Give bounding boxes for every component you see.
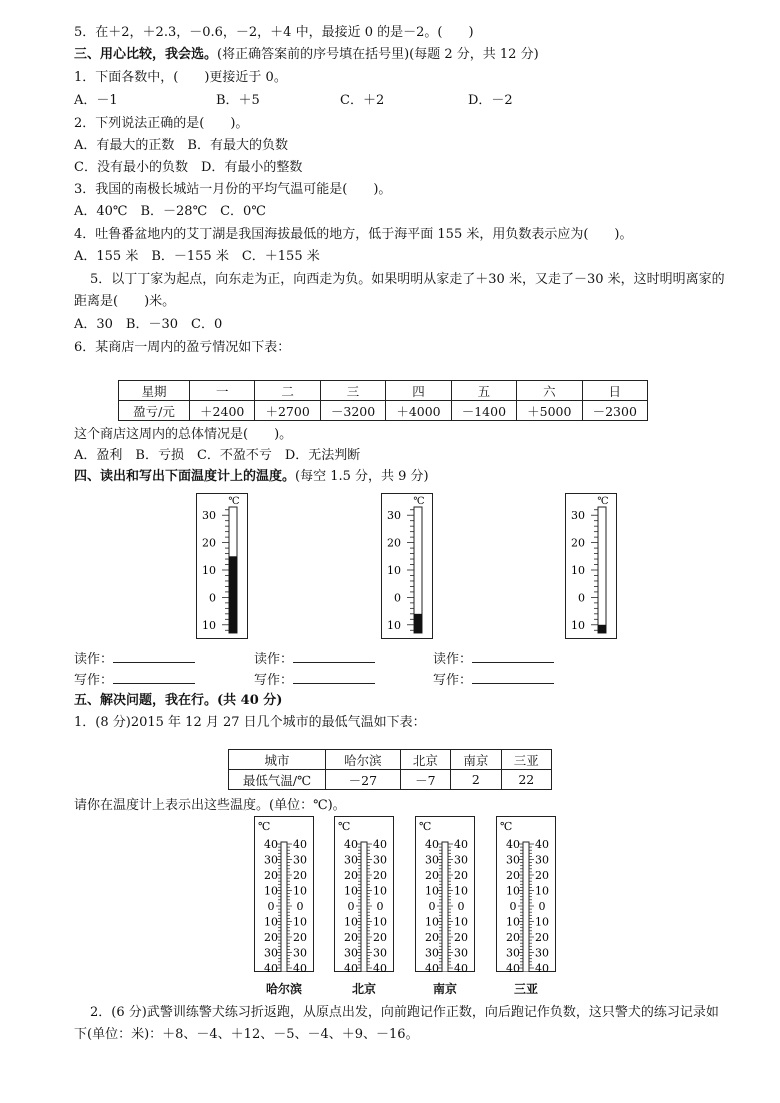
write-label: 写作： — [433, 673, 473, 688]
question-6-followup: 这个商店这周内的总体情况是( )。 — [74, 427, 293, 442]
tick-label: 10 — [454, 915, 468, 929]
thermometer-tube — [361, 842, 367, 972]
thermometer-tube — [523, 842, 529, 972]
question-6-options: A．盈利 B．亏损 C．不盈不亏 D．无法判断 — [74, 448, 361, 463]
tick-label: 30 — [425, 946, 439, 960]
tick-label: 10 — [535, 915, 549, 929]
write-label: 写作： — [254, 673, 294, 688]
tick-label: 0 — [394, 591, 401, 605]
option-c: C．＋2 — [340, 93, 385, 108]
tick-label: 0 — [538, 900, 546, 913]
tick-label: 40 — [264, 962, 278, 972]
table-cell: 二 — [255, 381, 320, 401]
tick-label: 20 — [454, 931, 468, 944]
city-thermometer-1[interactable] — [254, 816, 314, 972]
question-4: 4．吐鲁番盆地内的艾丁湖是我国海拔最低的地方，低于海平面 155 米，用负数表示应为( )。 — [74, 227, 633, 242]
tick-label: 10 — [344, 915, 358, 929]
thermometer-tube — [598, 507, 606, 633]
table-cell: 六 — [517, 381, 582, 401]
tick-label: 10 — [344, 884, 358, 898]
tick-label: 20 — [425, 931, 439, 944]
profit-table-row — [119, 401, 648, 421]
table-cell: 三亚 — [501, 750, 551, 770]
read-label: 读作： — [74, 652, 114, 667]
tick-label: 30 — [344, 853, 358, 867]
tick-label: 10 — [506, 884, 520, 898]
unit-label: ℃ — [338, 820, 351, 833]
write-row-3 — [433, 671, 554, 690]
tick-label: 40 — [344, 838, 358, 851]
unit-label: ℃ — [500, 820, 513, 833]
answer-blank[interactable] — [472, 650, 554, 663]
tick-label: 30 — [387, 509, 401, 523]
tick-label: 20 — [264, 869, 278, 882]
read-row-2 — [254, 650, 375, 669]
section4-note: (每空 1.5 分，共 9 分) — [295, 469, 429, 484]
tick-label: 30 — [454, 853, 468, 867]
option-a: A．－1 — [74, 93, 118, 108]
tick-label: 0 — [428, 900, 436, 913]
unit-label: ℃ — [597, 496, 609, 507]
table-cell: ＋5000 — [517, 401, 582, 421]
tick-label: 40 — [344, 962, 358, 972]
tick-label: 30 — [506, 946, 520, 960]
tick-label: 30 — [425, 853, 439, 867]
tick-label: 10 — [571, 618, 585, 632]
tick-label: 30 — [373, 946, 387, 960]
thermometer-3 — [565, 493, 617, 639]
question-2-options-cd: C．没有最小的负数 D．有最小的整数 — [74, 160, 303, 175]
read-label: 读作： — [254, 652, 294, 667]
problem-1-instruction: 请你在温度计上表示出这些温度。(单位：℃)。 — [74, 798, 346, 813]
answer-blank[interactable] — [113, 650, 195, 663]
tick-label: 20 — [264, 931, 278, 944]
table-cell: 22 — [501, 770, 551, 790]
unit-label: ℃ — [258, 820, 271, 833]
table-cell: ＋2400 — [190, 401, 255, 421]
tick-label: 20 — [344, 869, 358, 882]
table-cell: 三 — [320, 381, 385, 401]
question-1: 1．下面各数中，( )更接近于 0。 — [74, 70, 287, 85]
tick-label: 10 — [202, 564, 216, 577]
unit-label: ℃ — [228, 496, 240, 507]
city-label: 南京 — [432, 982, 457, 996]
tick-label: 10 — [373, 915, 387, 929]
table-cell: －2300 — [582, 401, 647, 421]
city-label: 哈尔滨 — [265, 982, 302, 996]
table-cell: 最低气温/℃ — [229, 770, 326, 790]
tick-label: 10 — [202, 618, 216, 632]
city-thermometer-2[interactable] — [334, 816, 394, 972]
tick-label: 20 — [535, 869, 549, 882]
table-cell: －27 — [326, 770, 401, 790]
write-label: 写作： — [74, 673, 114, 688]
table-cell: 五 — [451, 381, 516, 401]
table-cell: 一 — [190, 381, 255, 401]
mercury-column — [229, 556, 237, 633]
thermometer-2 — [381, 493, 433, 639]
answer-blank[interactable] — [293, 671, 375, 684]
question-6: 6．某商店一周内的盈亏情况如下表： — [74, 340, 291, 355]
question-4-options: A．155 米 B．－155 米 C．＋155 米 — [74, 249, 320, 264]
tick-label: 30 — [506, 853, 520, 867]
tick-label: 0 — [296, 900, 304, 913]
tick-label: 10 — [387, 618, 401, 632]
tick-label: 0 — [209, 591, 216, 605]
tick-label: 30 — [202, 509, 216, 523]
tick-label: 10 — [571, 564, 585, 577]
table-cell: 北京 — [400, 750, 450, 770]
tick-label: 40 — [425, 838, 439, 851]
question-5-line1: 5．以丁丁家为起点，向东走为正，向西走为负。如果明明从家走了＋30 米，又走了－30 米，这时明明离家的 — [90, 272, 725, 287]
tick-label: 30 — [535, 853, 549, 867]
tick-label: 40 — [454, 962, 468, 972]
tick-label: 30 — [454, 946, 468, 960]
problem-2-line1: 2．(6 分)武警训练警犬练习折返跑，从原点出发，向前跑记作正数，向后跑记作负数，这只警犬的练习记录如 — [90, 1005, 719, 1020]
question-5-line2: 距离是( )米。 — [74, 294, 176, 309]
option-b: B．＋5 — [216, 93, 260, 108]
tick-label: 10 — [425, 915, 439, 929]
section3-heading — [74, 46, 539, 64]
tick-label: 30 — [264, 946, 278, 960]
table-cell: －1400 — [451, 401, 516, 421]
tick-label: 30 — [344, 946, 358, 960]
tick-label: 20 — [506, 869, 520, 882]
tick-label: 10 — [535, 884, 549, 898]
tick-label: 20 — [425, 869, 439, 882]
tick-label: 10 — [264, 884, 278, 898]
tick-label: 40 — [535, 838, 549, 851]
answer-blank[interactable] — [293, 650, 375, 663]
tick-label: 40 — [425, 962, 439, 972]
tick-label: 30 — [293, 853, 307, 867]
mercury-column — [414, 614, 422, 633]
profit-table-header — [119, 381, 648, 401]
tick-label: 40 — [454, 838, 468, 851]
read-row-1 — [74, 650, 195, 669]
tick-label: 20 — [202, 536, 216, 550]
tick-label: 10 — [293, 884, 307, 898]
tick-label: 20 — [387, 536, 401, 550]
write-row-2 — [254, 671, 375, 690]
answer-blank[interactable] — [472, 671, 554, 684]
table-cell: 南京 — [451, 750, 501, 770]
section5-title: 五、解决问题，我在行。(共 40 分) — [74, 693, 283, 708]
tick-label: 40 — [293, 962, 307, 972]
tick-label: 40 — [535, 962, 549, 972]
tick-label: 0 — [509, 900, 517, 913]
tick-label: 30 — [293, 946, 307, 960]
section4-heading — [74, 468, 429, 486]
tick-label: 40 — [373, 838, 387, 851]
unit-label: ℃ — [419, 820, 432, 833]
tick-label: 0 — [457, 900, 465, 913]
table-cell: 星期 — [119, 381, 190, 401]
thermometer-tube — [442, 842, 448, 972]
table-cell: 哈尔滨 — [326, 750, 401, 770]
tick-label: 20 — [454, 869, 468, 882]
tick-label: 10 — [425, 884, 439, 898]
question-3-options: A．40℃ B．－28℃ C．0℃ — [74, 204, 266, 219]
question-2-options-ab: A．有最大的正数 B．有最大的负数 — [74, 138, 288, 153]
tick-label: 40 — [373, 962, 387, 972]
section4-title: 四、读出和写出下面温度计上的温度。 — [74, 469, 296, 484]
tick-label: 0 — [267, 900, 275, 913]
city-thermometer-3[interactable] — [415, 816, 475, 972]
tick-label: 10 — [506, 915, 520, 929]
tick-label: 20 — [571, 536, 585, 550]
city-label: 三亚 — [513, 982, 538, 996]
problem-1: 1．(8 分)2015 年 12 月 27 日几个城市的最低气温如下表： — [74, 715, 426, 730]
tick-label: 10 — [387, 564, 401, 577]
tick-label: 30 — [373, 853, 387, 867]
tick-label: 20 — [293, 869, 307, 882]
city-table-row — [229, 770, 552, 790]
city-table-header — [229, 750, 552, 770]
tick-label: 10 — [454, 884, 468, 898]
tick-label: 30 — [535, 946, 549, 960]
tick-label: 30 — [264, 853, 278, 867]
table-cell: 盈亏/元 — [119, 401, 190, 421]
table-cell: ＋2700 — [255, 401, 320, 421]
option-d: D．－2 — [468, 93, 513, 108]
question-2: 2．下列说法正确的是( )。 — [74, 116, 249, 131]
tick-label: 40 — [506, 962, 520, 972]
tick-label: 20 — [293, 931, 307, 944]
table-cell: 四 — [386, 381, 451, 401]
tick-label: 0 — [578, 591, 585, 605]
tick-label: 30 — [571, 509, 585, 523]
thermometer-tube — [281, 842, 287, 972]
section3-note: (将正确答案前的序号填在括号里)(每题 2 分，共 12 分) — [217, 47, 539, 62]
read-label: 读作： — [433, 652, 473, 667]
q5-true-false: 5．在＋2，＋2.3，－0.6，－2，＋4 中，最接近 0 的是－2。( ) — [74, 25, 474, 40]
question-5-options: A．30 B．－30 C．0 — [74, 317, 223, 332]
thermometer-1 — [196, 493, 248, 639]
unit-label: ℃ — [413, 496, 425, 507]
tick-label: 20 — [344, 931, 358, 944]
tick-label: 0 — [376, 900, 384, 913]
tick-label: 0 — [347, 900, 355, 913]
table-cell: －3200 — [320, 401, 385, 421]
tick-label: 40 — [264, 838, 278, 851]
write-row-1 — [74, 671, 195, 690]
tick-label: 20 — [373, 931, 387, 944]
table-cell: －7 — [400, 770, 450, 790]
profit-table — [118, 380, 648, 421]
table-cell: 2 — [451, 770, 501, 790]
city-thermometer-4[interactable] — [496, 816, 556, 972]
tick-label: 10 — [373, 884, 387, 898]
tick-label: 20 — [535, 931, 549, 944]
problem-2-line2: 下(单位：米)：＋8、－4、＋12、－5、－4、＋9、－16。 — [74, 1027, 419, 1042]
tick-label: 20 — [506, 931, 520, 944]
city-label: 北京 — [351, 982, 376, 996]
table-cell: ＋4000 — [386, 401, 451, 421]
table-cell: 城市 — [229, 750, 326, 770]
question-3: 3．我国的南极长城站一月份的平均气温可能是( )。 — [74, 182, 392, 197]
mercury-column — [598, 625, 606, 633]
tick-label: 10 — [264, 915, 278, 929]
tick-label: 20 — [373, 869, 387, 882]
tick-label: 40 — [293, 838, 307, 851]
read-row-3 — [433, 650, 554, 669]
table-cell: 日 — [582, 381, 647, 401]
tick-label: 10 — [293, 915, 307, 929]
section3-title: 三、用心比较，我会选。 — [74, 47, 218, 62]
city-table — [228, 749, 552, 790]
tick-label: 40 — [506, 838, 520, 851]
answer-blank[interactable] — [113, 671, 195, 684]
